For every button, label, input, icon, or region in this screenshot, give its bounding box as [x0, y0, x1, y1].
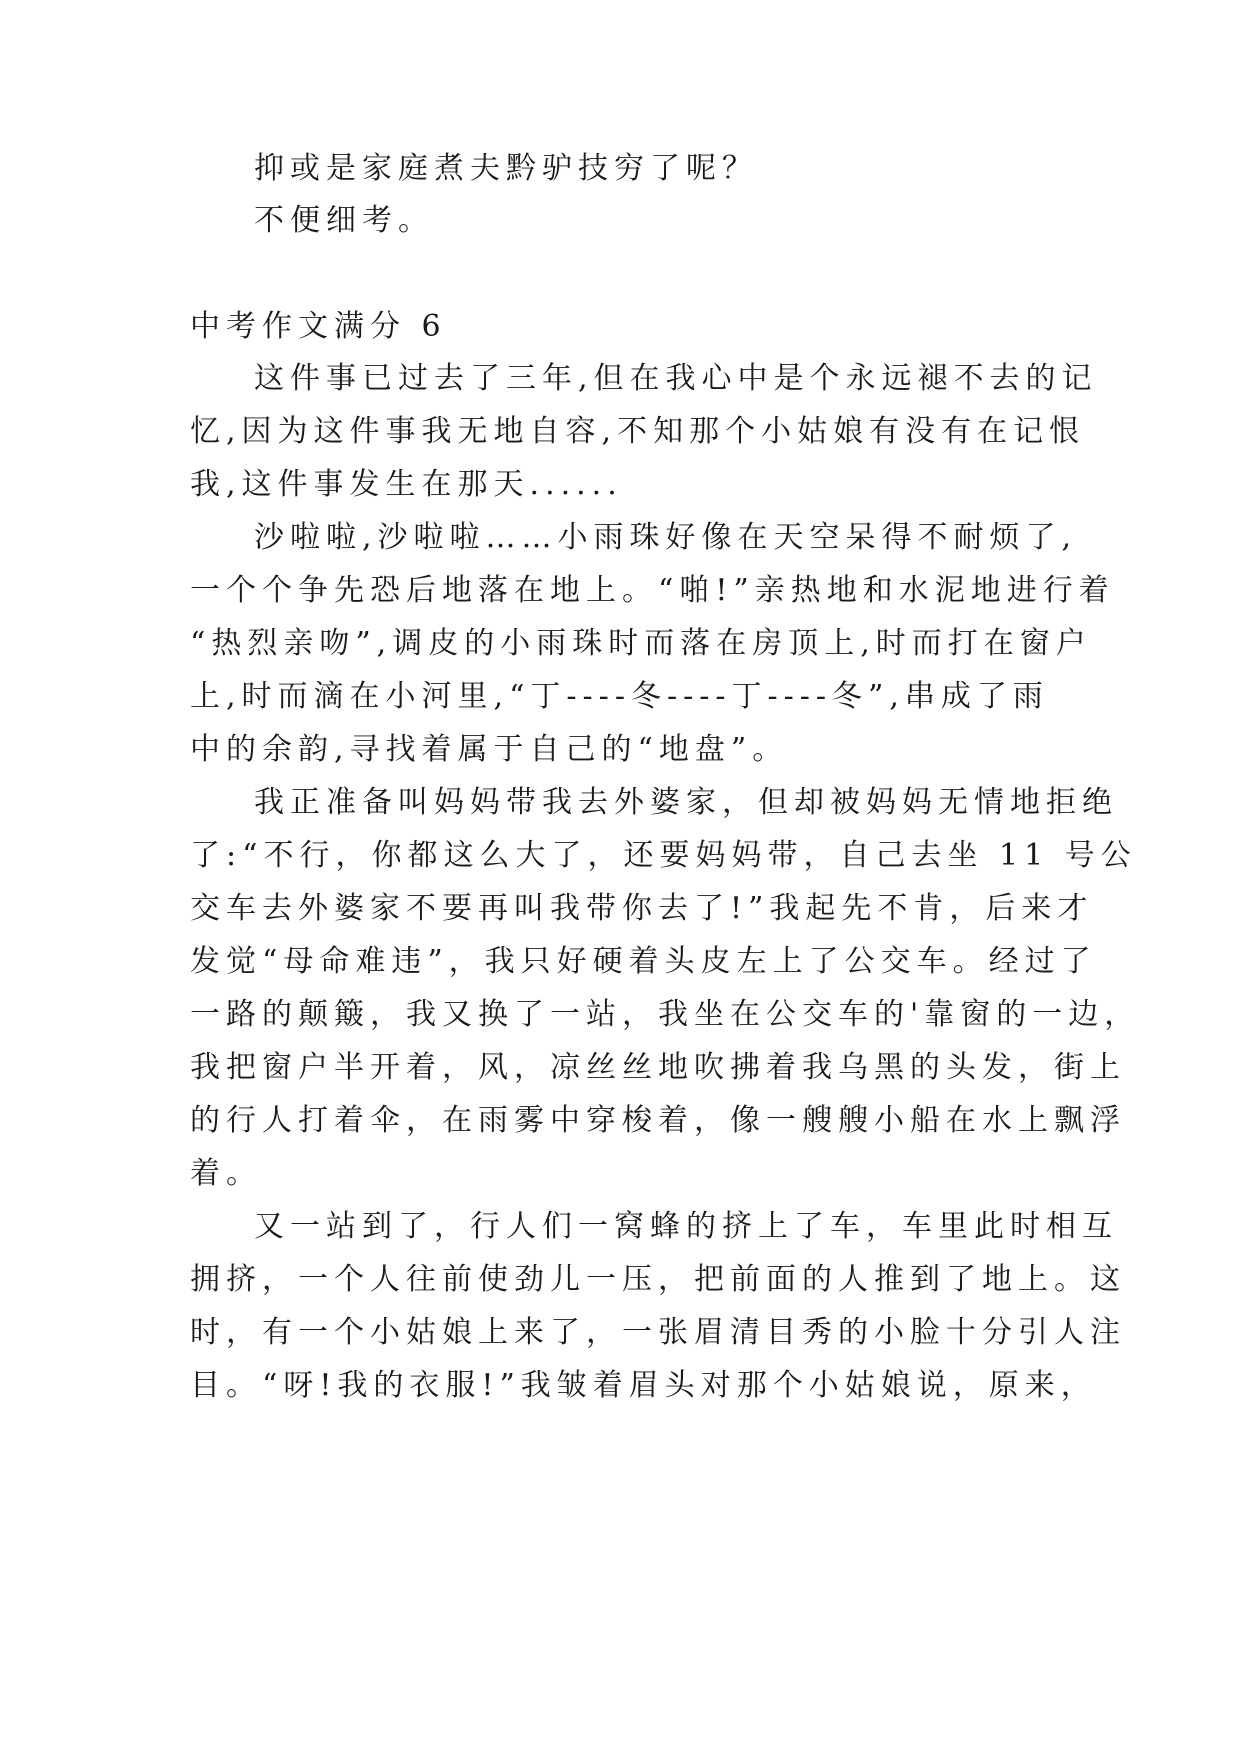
- text-line: 我把窗户半开着，风，凉丝丝地吹拂着我乌黑的头发，街上: [190, 1050, 1126, 1085]
- text-line: 时，有一个小姑娘上来了，一张眉清目秀的小脸十分引人注: [190, 1315, 1126, 1350]
- text-line: 这件事已过去了三年,但在我心中是个永远褪不去的记: [254, 361, 1098, 396]
- text-line: 抑或是家庭煮夫黔驴技穷了呢？: [254, 151, 758, 186]
- text-line: 我正准备叫妈妈带我去外婆家，但却被妈妈无情地拒绝: [254, 785, 1118, 820]
- text-line: 忆,因为这件事我无地自容,不知那个小姑娘有没有在记恨: [190, 414, 1086, 449]
- text-line: 交车去外婆家不要再叫我带你去了!”我起先不肯，后来才: [190, 891, 1094, 926]
- text-line: 又一站到了，行人们一窝蜂的挤上了车，车里此时相互: [254, 1209, 1118, 1244]
- text-line: 目。“呀!我的衣服!”我皱着眉头对那个小姑娘说，原来，: [190, 1368, 1097, 1403]
- text-line: 中的余韵,寻找着属于自己的“地盘”。: [190, 732, 789, 767]
- text-line: 的行人打着伞，在雨雾中穿梭着，像一艘艘小船在水上飘浮: [190, 1103, 1126, 1138]
- text-line: 了:“不行，你都这么大了，还要妈妈带，自己去坐 11 号公: [190, 838, 1137, 873]
- essay-title: 中考作文满分 6: [190, 309, 447, 344]
- text-line: 我,这件事发生在那天......: [190, 467, 623, 502]
- text-line: 沙啦啦,沙啦啦……小雨珠好像在天空呆得不耐烦了,: [254, 520, 1078, 555]
- text-line: 拥挤，一个人往前使劲儿一压，把前面的人推到了地上。这: [190, 1262, 1126, 1297]
- text-line: 发觉“母命难违”，我只好硬着头皮左上了公交车。经过了: [190, 944, 1097, 979]
- text-line: 上,时而滴在小河里,“丁----冬----丁----冬”,串成了雨: [190, 679, 1049, 714]
- text-line: 一路的颠簸，我又换了一站，我坐在公交车的'靠窗的一边，: [190, 997, 1141, 1032]
- text-line: 着。: [190, 1156, 262, 1191]
- text-line: 一个个争先恐后地落在地上。“啪!”亲热地和水泥地进行着: [190, 573, 1115, 608]
- text-line: “热烈亲吻”,调皮的小雨珠时而落在房顶上,时而打在窗户: [190, 626, 1092, 661]
- text-line: 不便细考。: [254, 203, 434, 238]
